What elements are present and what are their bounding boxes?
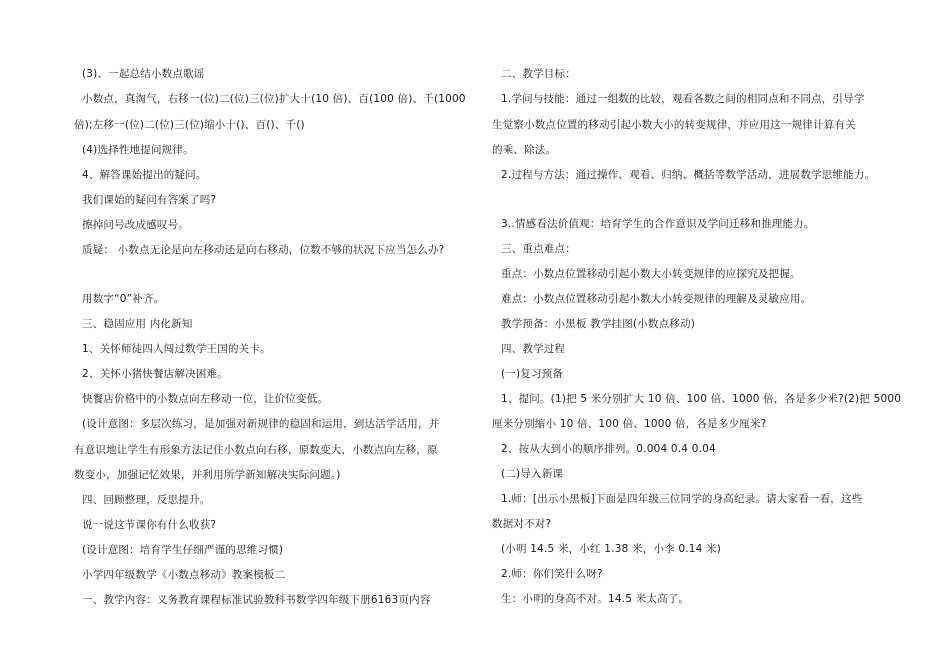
text-line: 小数点，真淘气，右移一(位)二(位)三(位)扩大十(10 倍)、百(100 倍)、千(1000 (82, 93, 466, 105)
section-heading: 二、教学目标： (501, 68, 576, 80)
text-line: 一、教学内容：义务教育课程标准试验教科书数学四年级下册6163页内容 (82, 594, 431, 606)
text-line: 1.师：[出示小黑板]下面是四年级三位同学的身高纪录。请大家看一看，这些 (501, 493, 863, 505)
text-line: (设计意图：多层次练习，是加强对新规律的稳固和运用，到达活学活用，并 (82, 418, 440, 430)
text-line: 倍);左移一(位)二(位)三(位)缩小十()、百()、千() (74, 119, 305, 131)
text-line: 说一说这节课你有什么收获? (82, 519, 217, 531)
text-line: (设计意图：培育学生仔细严谨的思维习惯) (82, 544, 284, 556)
text-line: 数变小，加强记忆效果，并利用所学新知解决实际问题。) (74, 469, 341, 481)
text-line: 2、按从大到小的顺序排列。0.004 0.4 0.04 (501, 443, 716, 455)
section-heading: 四、教学过程 (501, 343, 566, 355)
text-line: 生觉察小数点位置的移动引起小数大小的转变规律，并应用这一规律计算有关 (492, 119, 856, 131)
text-line: 1.学问与技能：通过一组数的比较，观看各数之间的相同点和不同点，引导学 (501, 93, 865, 105)
text-line: 1、关怀师徒四人闯过数学王国的关卡。 (82, 343, 271, 355)
text-line: 厘米分别缩小 10 倍、100 倍、1000 倍，各是多少厘米? (492, 418, 767, 430)
text-line: 的乘、除法。 (492, 144, 557, 156)
section-heading: 三、重点难点： (501, 243, 576, 255)
text-line: (小明 14.5 米，小红 1.38 米，小李 0.14 米) (501, 543, 722, 555)
text-line: 快餐店价格中的小数点向左移动一位，让价位变低。 (82, 393, 329, 405)
text-line: (一)复习预备 (501, 368, 564, 380)
text-line: (二)导入新课 (501, 468, 564, 480)
text-line: 教学预备：小黑板 教学挂图(小数点移动) (501, 318, 696, 330)
text-line: 生：小明的身高不对。14.5 米太高了。 (501, 593, 690, 605)
text-line: 数据对不对? (492, 518, 552, 530)
document-title: 小学四年级数学《小数点移动》教案模板二 (82, 569, 286, 581)
text-line: 重点：小数点位置移动引起小数大小转变规律的应探究及把握。 (501, 268, 801, 280)
text-line: 2.师：你们笑什么呀? (501, 568, 603, 580)
section-heading: 四、回顾整理，反思提升。 (82, 494, 211, 506)
text-line: (4)选择性地提问规律。 (82, 144, 194, 156)
text-line: (3)、一起总结小数点歌谣 (82, 68, 205, 80)
text-line: 1、提问。(1)把 5 米分别扩大 10 倍、100 倍、1000 倍，各是多少米?(2)把 5000 (501, 393, 902, 405)
text-line: 难点：小数点位置移动引起小数大小转变规律的理解及灵敏应用。 (501, 293, 812, 305)
text-line: 我们课始的疑问有答案了吗? (82, 194, 217, 206)
text-line: 2、关怀小猪快餐店解决困难。 (82, 368, 228, 380)
text-line: 质疑： 小数点无论是向左移动还是向右移动，位数不够的状况下应当怎么办? (82, 244, 445, 256)
text-line: 4、解答课始提出的疑问。 (82, 169, 207, 181)
text-line: 擦掉问号改成感叹号。 (82, 219, 189, 231)
text-line: 2.过程与方法：通过操作、观看、归纳、概括等数学活动，进展数学思维能力。 (501, 169, 876, 181)
text-line: 3..情感看法价值观：培育学生的合作意识及学问迁移和推理能力。 (501, 218, 815, 230)
text-line: 有意识地让学生有形象方法记住小数点向右移，原数变大，小数点向左移，原 (74, 444, 438, 456)
section-heading: 三、稳固应用 内化新知 (82, 318, 193, 330)
text-line: 用数字“0”补齐。 (82, 293, 165, 305)
